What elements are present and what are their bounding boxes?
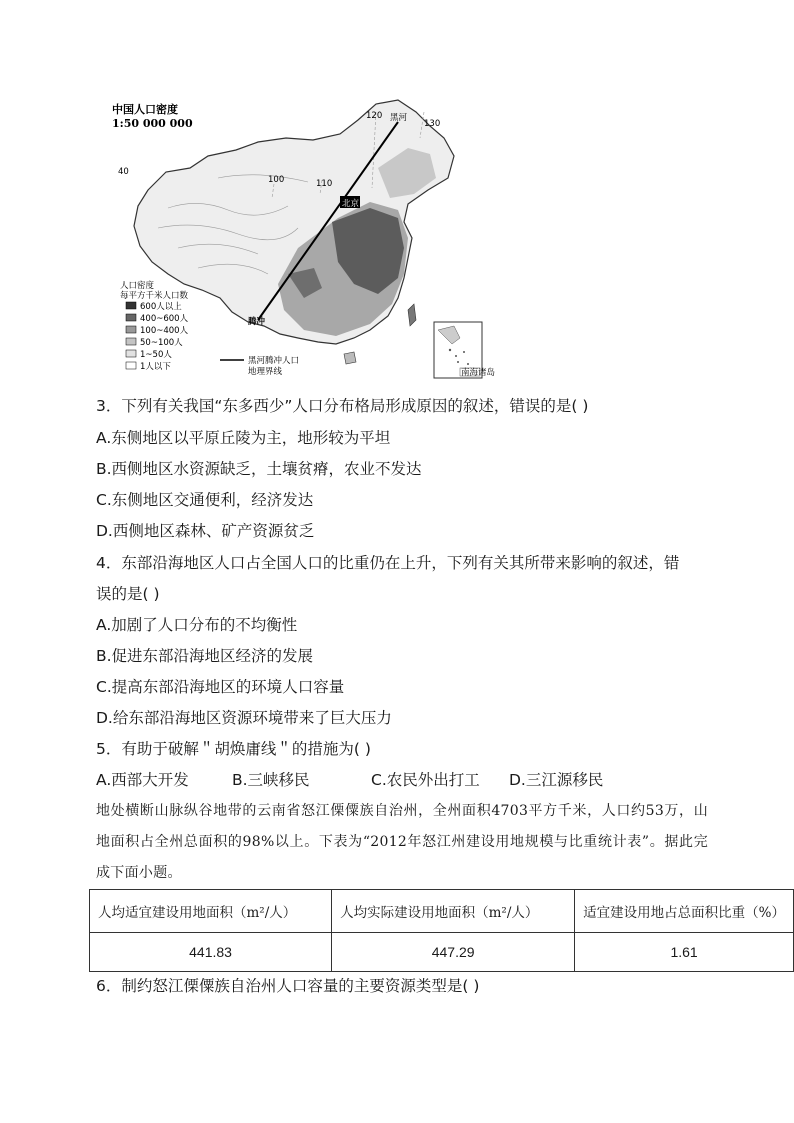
question-4-stem-line2: 误的是( ) — [96, 585, 160, 603]
legend-item-0: 600人以上 — [140, 302, 182, 312]
question-5-option-a: A.西部大开发 — [96, 771, 189, 789]
legend-item-2: 100~400人 — [140, 326, 189, 336]
question-4-option-d: D.给东部沿海地区资源环境带来了巨大压力 — [96, 709, 392, 727]
question-5-stem: 5．有助于破解＂胡焕庸线＂的措施为( ) — [96, 740, 371, 758]
question-3-option-b: B.西侧地区水资源缺乏，土壤贫瘠，农业不发达 — [96, 460, 422, 478]
label-tengchong: 腾冲 — [248, 317, 266, 327]
table-cell: 441.83 — [90, 933, 332, 972]
grid-num-100: 100 — [268, 175, 285, 185]
grid-num-110: 110 — [316, 179, 333, 189]
table-header-row — [90, 890, 794, 933]
legend-swatch-3 — [126, 338, 136, 345]
question-4-option-b: B.促进东部沿海地区经济的发展 — [96, 647, 314, 665]
question-5-option-b: B.三峡移民 — [232, 771, 310, 789]
question-3-stem: 3．下列有关我国“东多西少”人口分布格局形成原因的叙述，错误的是( ) — [96, 397, 589, 415]
table-header-cell: 人均适宜建设用地面积（m²/人） — [90, 890, 332, 933]
table-cell: 447.29 — [332, 933, 575, 972]
grid-num-120: 120 — [366, 111, 383, 121]
label-beijing: 北京 — [342, 199, 360, 209]
question-4-stem-line1: 4．东部沿海地区人口占全国人口的比重仍在上升，下列有关其所带来影响的叙述，错 — [96, 554, 680, 572]
grid-num-40: 40 — [118, 167, 129, 177]
legend-line-1: 黑河腾冲人口 — [248, 356, 300, 366]
legend-swatch-2 — [126, 326, 136, 333]
legend-item-5: 1人以下 — [140, 362, 171, 372]
table-cell: 1.61 — [575, 933, 794, 972]
legend-item-4: 1~50人 — [140, 350, 172, 360]
question-5-option-c: C.农民外出打工 — [371, 771, 480, 789]
taiwan — [408, 304, 416, 326]
legend-item-1: 400~600人 — [140, 314, 189, 324]
map-svg — [108, 98, 496, 381]
legend-item-3: 50~100人 — [140, 338, 183, 348]
question-4-option-c: C.提高东部沿海地区的环境人口容量 — [96, 678, 345, 696]
table-header-cell: 人均实际建设用地面积（m²/人） — [332, 890, 575, 933]
hainan — [344, 352, 356, 364]
legend-title-1: 人口密度 — [120, 281, 155, 291]
question-6-stem: 6．制约怒江傈僳族自治州人口容量的主要资源类型是( ) — [96, 977, 480, 995]
legend-line-2: 地理界线 — [248, 367, 283, 377]
question-5-option-d: D.三江源移民 — [509, 771, 604, 789]
legend-swatch-1 — [126, 314, 136, 321]
passage-text: 地处横断山脉纵谷地带的云南省怒江傈僳族自治州，全州面积4703平方千米，人口约53万，山地面积占全州总面积的98%以上。下表为“2012年怒江州建设用地规模与比重统计表”。据此完成下面小题。 — [96, 803, 708, 881]
legend-swatch-0 — [126, 302, 136, 309]
question-4-option-a: A.加剧了人口分布的不均衡性 — [96, 616, 298, 634]
question-5-options — [96, 770, 696, 790]
question-3-option-d: D.西侧地区森林、矿产资源贫乏 — [96, 522, 315, 540]
legend-title-2: 每平方千米人口数 — [120, 291, 189, 301]
stats-table — [89, 889, 794, 972]
question-3-option-a: A.东侧地区以平原丘陵为主，地形较为平坦 — [96, 429, 391, 447]
legend-swatch-4 — [126, 350, 136, 357]
legend-swatch-5 — [126, 362, 136, 369]
map-scale: 1:50 000 000 — [112, 117, 193, 130]
map-title: 中国人口密度 — [112, 103, 178, 116]
grid-num-130: 130 — [424, 119, 441, 129]
nanhai-label: 南海诸岛 — [461, 368, 496, 378]
table-header-cell: 适宜建设用地占总面积比重（%） — [575, 890, 794, 933]
china-population-density-map — [108, 98, 496, 381]
question-3-option-c: C.东侧地区交通便利，经济发达 — [96, 491, 314, 509]
table-row — [90, 933, 794, 972]
label-heihe: 黑河 — [390, 113, 408, 123]
